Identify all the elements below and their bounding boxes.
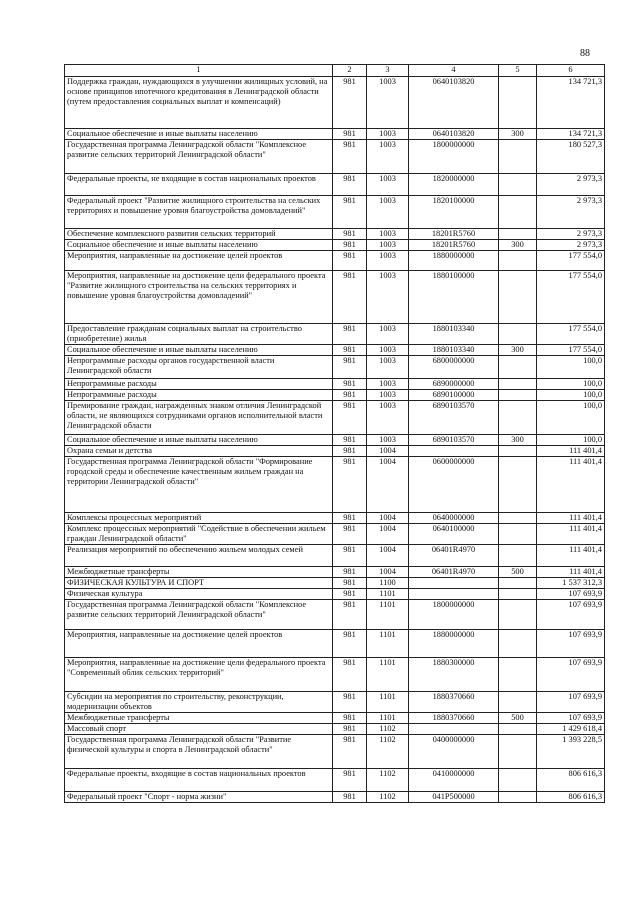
row-name: Комплексы процессных мероприятий	[65, 513, 333, 524]
table-row	[65, 513, 605, 524]
row-code: 981	[333, 792, 367, 803]
row-expense-type	[499, 229, 537, 240]
row-amount: 100,0	[537, 379, 605, 390]
table-row	[65, 713, 605, 724]
row-expense-type: 300	[499, 240, 537, 251]
row-amount: 806 616,3	[537, 792, 605, 803]
row-target: 0640103820	[409, 129, 499, 140]
row-section: 1101	[367, 658, 409, 692]
table-row	[65, 271, 605, 324]
row-name: Государственная программа Ленинградской области "Комплексное развитие сельских территорий Ленинградской области"	[65, 600, 333, 630]
row-section: 1101	[367, 630, 409, 658]
row-code: 981	[333, 692, 367, 713]
row-name: Федеральные проекты, входящие в состав национальных проектов	[65, 769, 333, 792]
row-expense-type	[499, 140, 537, 174]
row-expense-type: 500	[499, 713, 537, 724]
row-code: 981	[333, 457, 367, 513]
row-amount: 111 401,4	[537, 457, 605, 513]
row-code: 981	[333, 240, 367, 251]
row-amount: 134 721,3	[537, 129, 605, 140]
row-name: Мероприятия, направленные на достижение целей проектов	[65, 251, 333, 271]
row-amount: 111 401,4	[537, 513, 605, 524]
table-body	[65, 77, 605, 803]
row-code: 981	[333, 140, 367, 174]
row-code: 981	[333, 229, 367, 240]
row-amount: 100,0	[537, 390, 605, 401]
row-target: 18201R5760	[409, 240, 499, 251]
table-row	[65, 457, 605, 513]
row-expense-type	[499, 589, 537, 600]
table-row	[65, 356, 605, 379]
row-code: 981	[333, 196, 367, 229]
row-target: 06401R4970	[409, 567, 499, 578]
row-name: Государственная программа Ленинградской области "Формирование городской среды и обеспечение качественным жильем граждан на территории Ленинградской области"	[65, 457, 333, 513]
row-target: 1880370660	[409, 692, 499, 713]
header-col-2: 2	[333, 65, 367, 77]
row-amount: 1 429 618,4	[537, 724, 605, 735]
row-section: 1003	[367, 435, 409, 446]
row-target: 0640103820	[409, 77, 499, 129]
row-section: 1004	[367, 524, 409, 545]
row-expense-type	[499, 692, 537, 713]
header-col-1: 1	[65, 65, 333, 77]
row-code: 981	[333, 658, 367, 692]
row-expense-type: 300	[499, 435, 537, 446]
row-expense-type	[499, 196, 537, 229]
row-expense-type	[499, 545, 537, 567]
row-name: Социальное обеспечение и иные выплаты населению	[65, 240, 333, 251]
table-row	[65, 446, 605, 457]
row-amount: 111 401,4	[537, 567, 605, 578]
row-code: 981	[333, 630, 367, 658]
row-name: Федеральный проект "Развитие жилищного строительства на сельских территориях и повышение уровня благоустройства домовладений"	[65, 196, 333, 229]
row-target: 1880100000	[409, 271, 499, 324]
row-target: 0410000000	[409, 769, 499, 792]
table-row	[65, 129, 605, 140]
row-target: 1820000000	[409, 174, 499, 196]
row-amount: 107 693,9	[537, 658, 605, 692]
budget-table	[64, 64, 605, 803]
row-section: 1003	[367, 196, 409, 229]
row-code: 981	[333, 345, 367, 356]
header-col-4: 4	[409, 65, 499, 77]
row-expense-type	[499, 724, 537, 735]
row-name: Федеральные проекты, не входящие в состав национальных проектов	[65, 174, 333, 196]
row-expense-type	[499, 379, 537, 390]
row-section: 1101	[367, 692, 409, 713]
row-target: 06401R4970	[409, 545, 499, 567]
row-code: 981	[333, 129, 367, 140]
row-name: Межбюджетные трансферты	[65, 567, 333, 578]
row-amount: 100,0	[537, 435, 605, 446]
row-name: Мероприятия, направленные на достижение целей проектов	[65, 630, 333, 658]
row-section: 1003	[367, 390, 409, 401]
row-name: Массовый спорт	[65, 724, 333, 735]
row-code: 981	[333, 589, 367, 600]
row-amount: 107 693,9	[537, 589, 605, 600]
table-row	[65, 578, 605, 589]
table-row	[65, 401, 605, 435]
row-target: 6800000000	[409, 356, 499, 379]
row-amount: 177 554,0	[537, 271, 605, 324]
row-section: 1003	[367, 240, 409, 251]
row-name: Мероприятия, направленные на достижение цели федерального проекта "Современный облик сельских территорий"	[65, 658, 333, 692]
row-section: 1101	[367, 589, 409, 600]
row-code: 981	[333, 174, 367, 196]
row-target: 041P500000	[409, 792, 499, 803]
row-section: 1101	[367, 600, 409, 630]
row-code: 981	[333, 356, 367, 379]
row-expense-type	[499, 324, 537, 345]
table-row	[65, 724, 605, 735]
row-code: 981	[333, 401, 367, 435]
row-name: Премирование граждан, награжденных знаком отличия Ленинградской области, не являющихся сотрудниками органов исполнительной власти Ленинградской области	[65, 401, 333, 435]
row-expense-type	[499, 524, 537, 545]
row-target: 1880000000	[409, 251, 499, 271]
row-target: 1880103340	[409, 324, 499, 345]
row-name: ФИЗИЧЕСКАЯ КУЛЬТУРА И СПОРТ	[65, 578, 333, 589]
row-target: 6890100000	[409, 390, 499, 401]
row-section: 1101	[367, 713, 409, 724]
row-target: 1820100000	[409, 196, 499, 229]
row-target	[409, 578, 499, 589]
header-col-6: 6	[537, 65, 605, 77]
row-expense-type	[499, 251, 537, 271]
table-row	[65, 196, 605, 229]
row-name: Поддержка граждан, нуждающихся в улучшении жилищных условий, на основе принципов ипотечного кредитования в Ленинградской области (путем предоставления социальных выплат и компенсаций)	[65, 77, 333, 129]
row-amount: 2 973,3	[537, 196, 605, 229]
table-row	[65, 379, 605, 390]
row-amount: 1 393 228,5	[537, 735, 605, 769]
header-col-5: 5	[499, 65, 537, 77]
row-section: 1003	[367, 356, 409, 379]
table-row	[65, 77, 605, 129]
row-name: Федеральный проект "Спорт - норма жизни"	[65, 792, 333, 803]
row-amount: 111 401,4	[537, 545, 605, 567]
row-name: Физическая культура	[65, 589, 333, 600]
row-expense-type	[499, 390, 537, 401]
row-name: Социальное обеспечение и иные выплаты населению	[65, 345, 333, 356]
row-code: 981	[333, 379, 367, 390]
row-code: 981	[333, 567, 367, 578]
row-name: Социальное обеспечение и иные выплаты населению	[65, 435, 333, 446]
table-row	[65, 390, 605, 401]
row-target	[409, 446, 499, 457]
row-target: 1880103340	[409, 345, 499, 356]
row-section: 1102	[367, 735, 409, 769]
table-row	[65, 324, 605, 345]
table-row	[65, 589, 605, 600]
table-row	[65, 251, 605, 271]
row-amount: 107 693,9	[537, 692, 605, 713]
row-code: 981	[333, 435, 367, 446]
table-header-row	[65, 65, 605, 77]
row-section: 1003	[367, 324, 409, 345]
row-section: 1003	[367, 271, 409, 324]
table-row	[65, 567, 605, 578]
row-code: 981	[333, 600, 367, 630]
row-amount: 177 554,0	[537, 251, 605, 271]
row-section: 1102	[367, 724, 409, 735]
row-target: 0400000000	[409, 735, 499, 769]
row-amount: 2 973,3	[537, 174, 605, 196]
row-section: 1004	[367, 457, 409, 513]
row-expense-type	[499, 401, 537, 435]
row-amount: 107 693,9	[537, 630, 605, 658]
row-code: 981	[333, 513, 367, 524]
row-expense-type	[499, 769, 537, 792]
row-name: Охрана семьи и детства	[65, 446, 333, 457]
row-code: 981	[333, 735, 367, 769]
row-expense-type	[499, 446, 537, 457]
row-section: 1003	[367, 174, 409, 196]
row-name: Социальное обеспечение и иные выплаты населению	[65, 129, 333, 140]
row-target: 1800000000	[409, 600, 499, 630]
row-code: 981	[333, 77, 367, 129]
row-code: 981	[333, 724, 367, 735]
row-code: 981	[333, 390, 367, 401]
row-expense-type	[499, 457, 537, 513]
row-code: 981	[333, 769, 367, 792]
row-amount: 1 537 312,3	[537, 578, 605, 589]
row-target: 0640100000	[409, 524, 499, 545]
row-expense-type	[499, 658, 537, 692]
row-code: 981	[333, 524, 367, 545]
row-amount: 177 554,0	[537, 345, 605, 356]
row-name: Комплекс процессных мероприятий "Содействие в обеспечении жильем граждан Ленинградской области"	[65, 524, 333, 545]
row-target: 0600000000	[409, 457, 499, 513]
row-expense-type	[499, 600, 537, 630]
row-section: 1003	[367, 251, 409, 271]
row-target: 6890103570	[409, 435, 499, 446]
table-row	[65, 769, 605, 792]
row-code: 981	[333, 578, 367, 589]
row-section: 1003	[367, 140, 409, 174]
row-section: 1003	[367, 379, 409, 390]
row-expense-type	[499, 735, 537, 769]
row-name: Непрограммные расходы	[65, 390, 333, 401]
table-row	[65, 140, 605, 174]
row-expense-type: 500	[499, 567, 537, 578]
row-name: Государственная программа Ленинградской области "Комплексное развитие сельских территорий Ленинградской области"	[65, 140, 333, 174]
table-row	[65, 240, 605, 251]
row-target	[409, 589, 499, 600]
table-row	[65, 345, 605, 356]
table-row	[65, 735, 605, 769]
row-expense-type: 300	[499, 129, 537, 140]
row-expense-type	[499, 271, 537, 324]
row-name: Предоставление гражданам социальных выплат на строительство (приобретение) жилья	[65, 324, 333, 345]
row-amount: 2 973,3	[537, 229, 605, 240]
header-col-3: 3	[367, 65, 409, 77]
row-section: 1004	[367, 513, 409, 524]
row-section: 1100	[367, 578, 409, 589]
row-section: 1003	[367, 345, 409, 356]
row-name: Мероприятия, направленные на достижение цели федерального проекта "Развитие жилищного строительства на сельских территориях и повышение уровня благоустройства домовладений"	[65, 271, 333, 324]
row-section: 1003	[367, 77, 409, 129]
row-name: Реализация мероприятий по обеспечению жильем молодых семей	[65, 545, 333, 567]
row-amount: 177 554,0	[537, 324, 605, 345]
row-code: 981	[333, 251, 367, 271]
row-expense-type	[499, 356, 537, 379]
page-number: 88	[580, 48, 590, 59]
row-name: Субсидии на мероприятия по строительству, реконструкции, модернизации объектов	[65, 692, 333, 713]
row-section: 1102	[367, 792, 409, 803]
table-row	[65, 692, 605, 713]
row-name: Непрограммные расходы	[65, 379, 333, 390]
row-target: 1800000000	[409, 140, 499, 174]
row-code: 981	[333, 545, 367, 567]
row-section: 1003	[367, 229, 409, 240]
row-target: 1880000000	[409, 630, 499, 658]
row-target: 6890103570	[409, 401, 499, 435]
row-section: 1102	[367, 769, 409, 792]
row-name: Обеспечение комплексного развития сельских территорий	[65, 229, 333, 240]
row-section: 1004	[367, 446, 409, 457]
row-expense-type	[499, 513, 537, 524]
row-code: 981	[333, 324, 367, 345]
row-amount: 134 721,3	[537, 77, 605, 129]
row-code: 981	[333, 713, 367, 724]
row-code: 981	[333, 446, 367, 457]
row-amount: 100,0	[537, 356, 605, 379]
row-section: 1003	[367, 401, 409, 435]
row-amount: 111 401,4	[537, 524, 605, 545]
row-expense-type	[499, 578, 537, 589]
row-code: 981	[333, 271, 367, 324]
row-name: Межбюджетные трансферты	[65, 713, 333, 724]
table-row	[65, 435, 605, 446]
table-row	[65, 174, 605, 196]
row-target: 1880300000	[409, 658, 499, 692]
row-target: 0640000000	[409, 513, 499, 524]
table-row	[65, 658, 605, 692]
row-expense-type	[499, 174, 537, 196]
row-amount: 806 616,3	[537, 769, 605, 792]
table-row	[65, 630, 605, 658]
table-row	[65, 600, 605, 630]
row-amount: 111 401,4	[537, 446, 605, 457]
row-name: Непрограммные расходы органов государственной власти Ленинградской области	[65, 356, 333, 379]
row-target: 1880370660	[409, 713, 499, 724]
table-row	[65, 545, 605, 567]
row-expense-type	[499, 77, 537, 129]
row-amount: 107 693,9	[537, 600, 605, 630]
row-target: 18201R5760	[409, 229, 499, 240]
row-amount: 107 693,9	[537, 713, 605, 724]
row-expense-type	[499, 630, 537, 658]
table-row	[65, 792, 605, 803]
row-section: 1003	[367, 129, 409, 140]
row-section: 1004	[367, 567, 409, 578]
row-amount: 180 527,3	[537, 140, 605, 174]
row-amount: 2 973,3	[537, 240, 605, 251]
row-expense-type	[499, 792, 537, 803]
row-expense-type: 300	[499, 345, 537, 356]
table-row	[65, 229, 605, 240]
row-target: 6890000000	[409, 379, 499, 390]
row-section: 1004	[367, 545, 409, 567]
row-name: Государственная программа Ленинградской области "Развитие физической культуры и спорта в Ленинградской области"	[65, 735, 333, 769]
row-amount: 100,0	[537, 401, 605, 435]
row-target	[409, 724, 499, 735]
table-row	[65, 524, 605, 545]
